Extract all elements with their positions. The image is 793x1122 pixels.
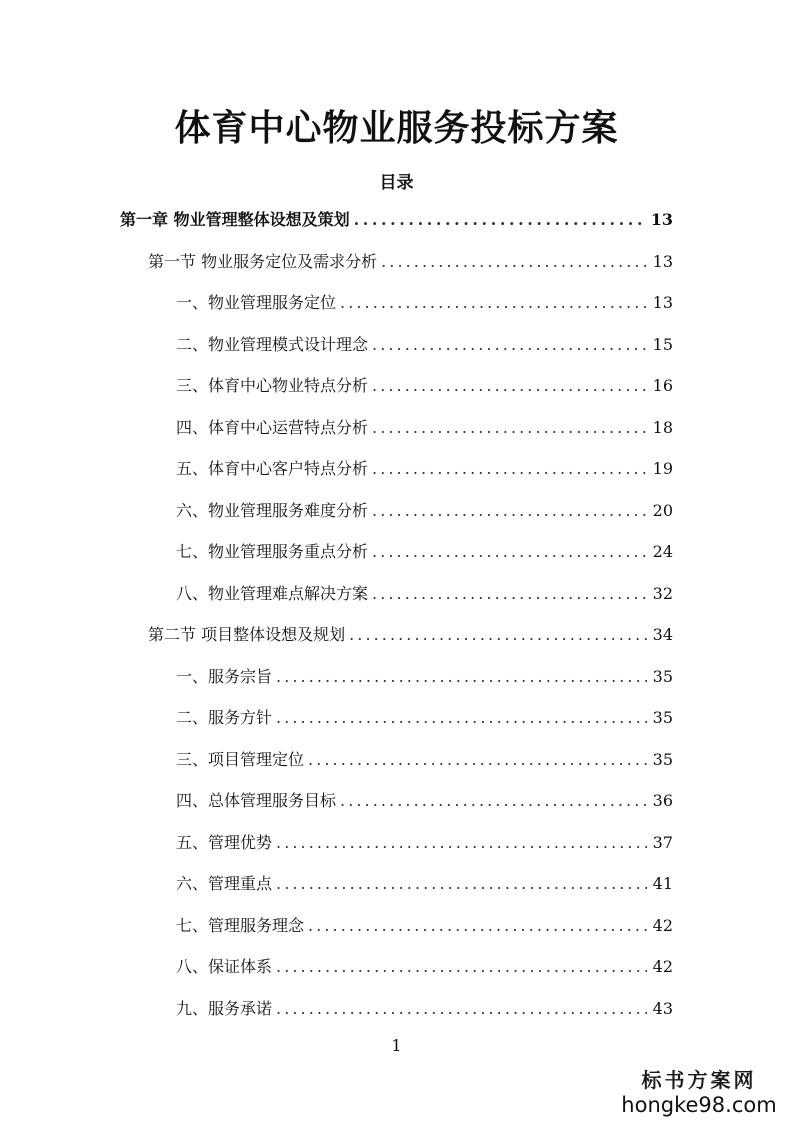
toc-entry[interactable]	[176, 372, 673, 400]
toc-entry-label: 第一节 物业服务定位及需求分析	[148, 251, 378, 271]
toc-dot-leader	[276, 870, 647, 898]
toc-entry-page: 32	[652, 583, 673, 603]
toc-entry-label: 一、物业管理服务定位	[176, 293, 337, 312]
toc-dot-leader	[372, 455, 647, 483]
toc-heading: 目录	[379, 173, 414, 193]
toc-entry-label: 三、项目管理定位	[176, 749, 305, 769]
toc-dot-leader	[372, 414, 647, 442]
toc-dot-leader	[340, 787, 647, 815]
toc-entry[interactable]	[176, 870, 673, 898]
toc-dot-leader	[308, 746, 647, 774]
toc-entry-label: 五、体育中心客户特点分析	[176, 459, 369, 478]
toc-entry-label: 九、服务承诺	[176, 998, 273, 1018]
toc-dot-leader	[276, 829, 647, 857]
toc-entry[interactable]	[176, 995, 673, 1023]
toc-entry-page: 42	[652, 915, 673, 935]
watermark-url: hongke98.com	[621, 1093, 777, 1117]
toc-dot-leader	[276, 953, 647, 981]
toc-entry[interactable]	[176, 414, 673, 442]
toc-entry[interactable]	[176, 912, 673, 940]
toc-entry[interactable]	[176, 331, 673, 359]
page-number: 1	[391, 1036, 402, 1055]
toc-entry-label: 四、体育中心运营特点分析	[176, 417, 369, 437]
toc-entry-page: 37	[652, 832, 673, 852]
toc-entry-page: 13	[652, 293, 673, 312]
toc-entry-page: 20	[652, 500, 673, 520]
document-title: 体育中心物业服务投标方案	[174, 108, 619, 149]
toc-entry[interactable]	[176, 580, 673, 608]
toc-entry-label: 三、体育中心物业特点分析	[176, 376, 369, 395]
toc-entry-label: 八、物业管理难点解决方案	[176, 583, 369, 603]
toc-entry-label: 第一章 物业管理整体设想及策划	[120, 210, 350, 229]
toc-entry-label: 六、管理重点	[176, 874, 273, 893]
toc-entry[interactable]	[176, 663, 673, 691]
toc-dot-leader	[308, 912, 647, 940]
toc-entry-page: 24	[652, 542, 673, 561]
toc-dot-leader	[372, 331, 647, 359]
toc-entry-page: 16	[652, 376, 673, 395]
toc-entry-label: 七、管理服务理念	[176, 915, 305, 935]
toc-dot-leader	[372, 497, 647, 525]
toc-dot-leader	[340, 289, 647, 317]
toc-entry[interactable]	[176, 746, 673, 774]
toc-dot-leader	[372, 538, 647, 566]
toc-entry[interactable]	[176, 289, 673, 317]
toc-entry[interactable]	[176, 704, 673, 732]
toc-entry-label: 第二节 项目整体设想及规划	[148, 625, 346, 644]
toc-entry-page: 13	[652, 251, 673, 271]
toc-entry[interactable]	[120, 206, 673, 234]
toc-dot-leader	[372, 580, 647, 608]
toc-entry-page: 36	[652, 791, 673, 810]
toc-entry-label: 一、服务宗旨	[176, 666, 273, 686]
toc-entry[interactable]	[176, 538, 673, 566]
toc-entry[interactable]	[148, 621, 673, 649]
toc-dot-leader	[354, 206, 647, 234]
toc-entry[interactable]	[176, 953, 673, 981]
toc-entry-label: 四、总体管理服务目标	[176, 791, 337, 810]
toc-entry-page: 19	[652, 459, 673, 478]
toc-entry-page: 35	[652, 708, 673, 727]
toc-entry-label: 二、物业管理模式设计理念	[176, 334, 369, 354]
toc-entry-page: 41	[652, 874, 673, 893]
toc-entry[interactable]	[176, 497, 673, 525]
toc-entry-label: 二、服务方针	[176, 708, 273, 727]
toc-entry-page: 34	[652, 625, 673, 644]
toc-entry-label: 七、物业管理服务重点分析	[176, 542, 369, 561]
toc-entry-page: 18	[652, 417, 673, 437]
toc-entry-page: 15	[652, 334, 673, 354]
toc-entry-page: 13	[650, 210, 673, 229]
toc-dot-leader	[372, 372, 647, 400]
toc-entry-page: 42	[652, 957, 673, 976]
watermark-text: 标书方案网	[641, 1068, 757, 1092]
toc-entry[interactable]	[148, 248, 673, 276]
toc-entry[interactable]	[176, 455, 673, 483]
toc-dot-leader	[349, 621, 647, 649]
toc-entry-label: 六、物业管理服务难度分析	[176, 500, 369, 520]
toc-entry-page: 35	[652, 749, 673, 769]
toc-entry-label: 八、保证体系	[176, 957, 273, 976]
toc-entry-page: 35	[652, 666, 673, 686]
watermark-logo	[619, 1068, 779, 1118]
toc-entry-page: 43	[652, 998, 673, 1018]
toc-dot-leader	[381, 248, 647, 276]
toc-entry-label: 五、管理优势	[176, 832, 273, 852]
toc-dot-leader	[276, 704, 647, 732]
toc-entry[interactable]	[176, 787, 673, 815]
toc-entry[interactable]	[176, 829, 673, 857]
toc-dot-leader	[276, 663, 647, 691]
toc-dot-leader	[276, 995, 647, 1023]
